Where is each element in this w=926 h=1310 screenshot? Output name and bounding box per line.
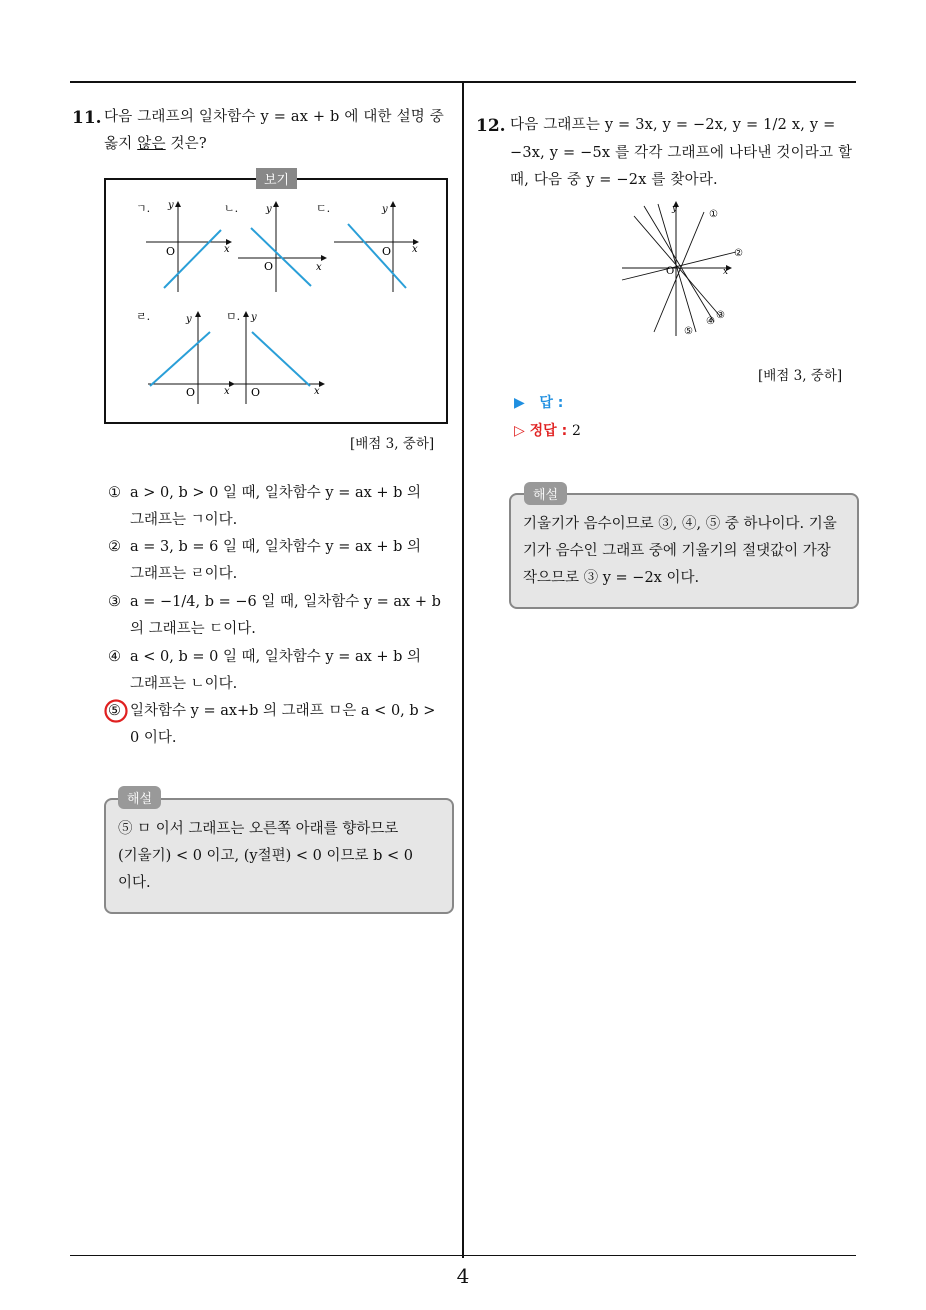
graph-label-g2: ㄴ.: [224, 202, 239, 215]
page-number: 4: [456, 1264, 470, 1288]
q12-explanation-box: [509, 493, 859, 609]
selected-answer-circle-icon: [103, 698, 129, 724]
q12-number: 12.: [476, 116, 506, 136]
q11-explanation-label: 해설: [118, 786, 161, 809]
svg-text:O: O: [251, 386, 261, 399]
svg-text:y: y: [168, 200, 174, 211]
q12-label-2: ②: [734, 248, 743, 259]
svg-text:O: O: [666, 266, 675, 277]
graph-g1: [136, 200, 231, 292]
q11-choice-3[interactable]: ③ a = −1/4, b = −6 일 때, 일차함수 y = ax + b 의 그래프는 ㄷ이다.: [108, 594, 441, 637]
svg-text:O: O: [166, 245, 176, 258]
q11-box-label: 보기: [256, 168, 297, 189]
q11-underlined-word: 않은: [137, 136, 166, 152]
graph-label-g1: ㄱ.: [136, 202, 151, 215]
q11-meta: [배점 3, 중하]: [350, 436, 435, 452]
svg-text:y: y: [251, 312, 257, 323]
q12-prompt-line3: 때, 다음 중 y = −2x 를 찾아라.: [510, 172, 718, 188]
svg-text:y: y: [186, 314, 192, 325]
column-divider: [462, 83, 464, 1258]
q12-label-4: ④: [706, 316, 715, 327]
bottom-rule: [70, 1255, 856, 1256]
q11-choice-5[interactable]: ⑤ 일차함수 y = ax+b 의 그래프 ㅁ은 a < 0, b > 0 이다.: [108, 703, 436, 746]
q12-label-1: ①: [709, 209, 718, 220]
correct-arrow-icon: ▷: [514, 423, 530, 439]
q12-expl-line3: 작으므로 ③ y = −2x 이다.: [523, 570, 700, 586]
graph-label-g3: ㄷ.: [316, 202, 331, 215]
q11-graphs: [106, 180, 446, 422]
q12-explanation-label: 해설: [524, 482, 567, 505]
q12-meta: [배점 3, 중하]: [758, 368, 843, 384]
answer-arrow-icon: ▶: [514, 395, 540, 411]
svg-text:x: x: [224, 386, 230, 397]
svg-text:x: x: [224, 244, 230, 255]
q11-expl-line2: (기울기) < 0 이고, (y절편) < 0 이므로 b < 0: [118, 848, 413, 864]
svg-text:y: y: [266, 204, 272, 215]
q11-expl-line1: ⑤ ㅁ 이서 그래프는 오른쪽 아래를 향하므로: [118, 821, 399, 837]
svg-text:x: x: [316, 262, 322, 273]
svg-text:O: O: [186, 386, 196, 399]
q12-prompt-line2: −3x, y = −5x 를 각각 그래프에 나타낸 것이라고 할: [510, 145, 853, 161]
graph-label-g5: ㅁ.: [226, 310, 241, 323]
q11-expl-line3: 이다.: [118, 875, 151, 891]
svg-text:O: O: [264, 260, 274, 273]
q12-correct-value: 2: [572, 423, 581, 439]
q12-expl-line1: 기울기가 음수이므로 ③, ④, ⑤ 중 하나이다. 기울: [523, 516, 837, 532]
q12-label-5: ⑤: [684, 326, 693, 337]
q11-choice-4[interactable]: ④ a < 0, b = 0 일 때, 일차함수 y = ax + b 의 그래프는 ㄴ이다.: [108, 649, 422, 692]
svg-text:O: O: [382, 245, 392, 258]
q12-answer-row[interactable]: ▶ 답 :: [514, 395, 564, 411]
svg-text:y: y: [382, 204, 388, 215]
q11-prompt-line1: 다음 그래프의 일차함수 y = ax + b 에 대한 설명 중: [104, 109, 445, 125]
graph-g3: [316, 202, 418, 292]
q11-prompt-line2: 옳지 않은 것은?: [104, 136, 207, 152]
q12-prompt-line1: 다음 그래프는 y = 3x, y = −2x, y = 1/2 x, y =: [510, 117, 836, 133]
svg-text:y: y: [672, 204, 678, 214]
graph-label-g4: ㄹ.: [136, 310, 151, 323]
q12-expl-line2: 기가 음수인 그래프 중에 기울기의 절댓값이 가장: [523, 543, 831, 559]
q11-number: 11.: [72, 108, 102, 128]
q11-example-box: [104, 178, 448, 424]
graph-g4: [136, 310, 234, 404]
graph-g2: [224, 202, 326, 292]
q11-choice-2[interactable]: ② a = 3, b = 6 일 때, 일차함수 y = ax + b 의 그래프는 ㄹ이다.: [108, 539, 422, 582]
svg-text:x: x: [412, 244, 418, 255]
svg-text:x: x: [314, 386, 320, 397]
graph-g5: [226, 310, 324, 404]
q12-correct-row: ▷ 정답 : 2: [514, 423, 581, 439]
q11-choice-1[interactable]: ① a > 0, b > 0 일 때, 일차함수 y = ax + b 의 그래프는 ㄱ이다.: [108, 485, 422, 528]
svg-text:x: x: [723, 267, 729, 277]
q12-label-3: ③: [716, 310, 725, 321]
q12-graph: [616, 196, 756, 342]
q11-explanation-box: [104, 798, 454, 914]
